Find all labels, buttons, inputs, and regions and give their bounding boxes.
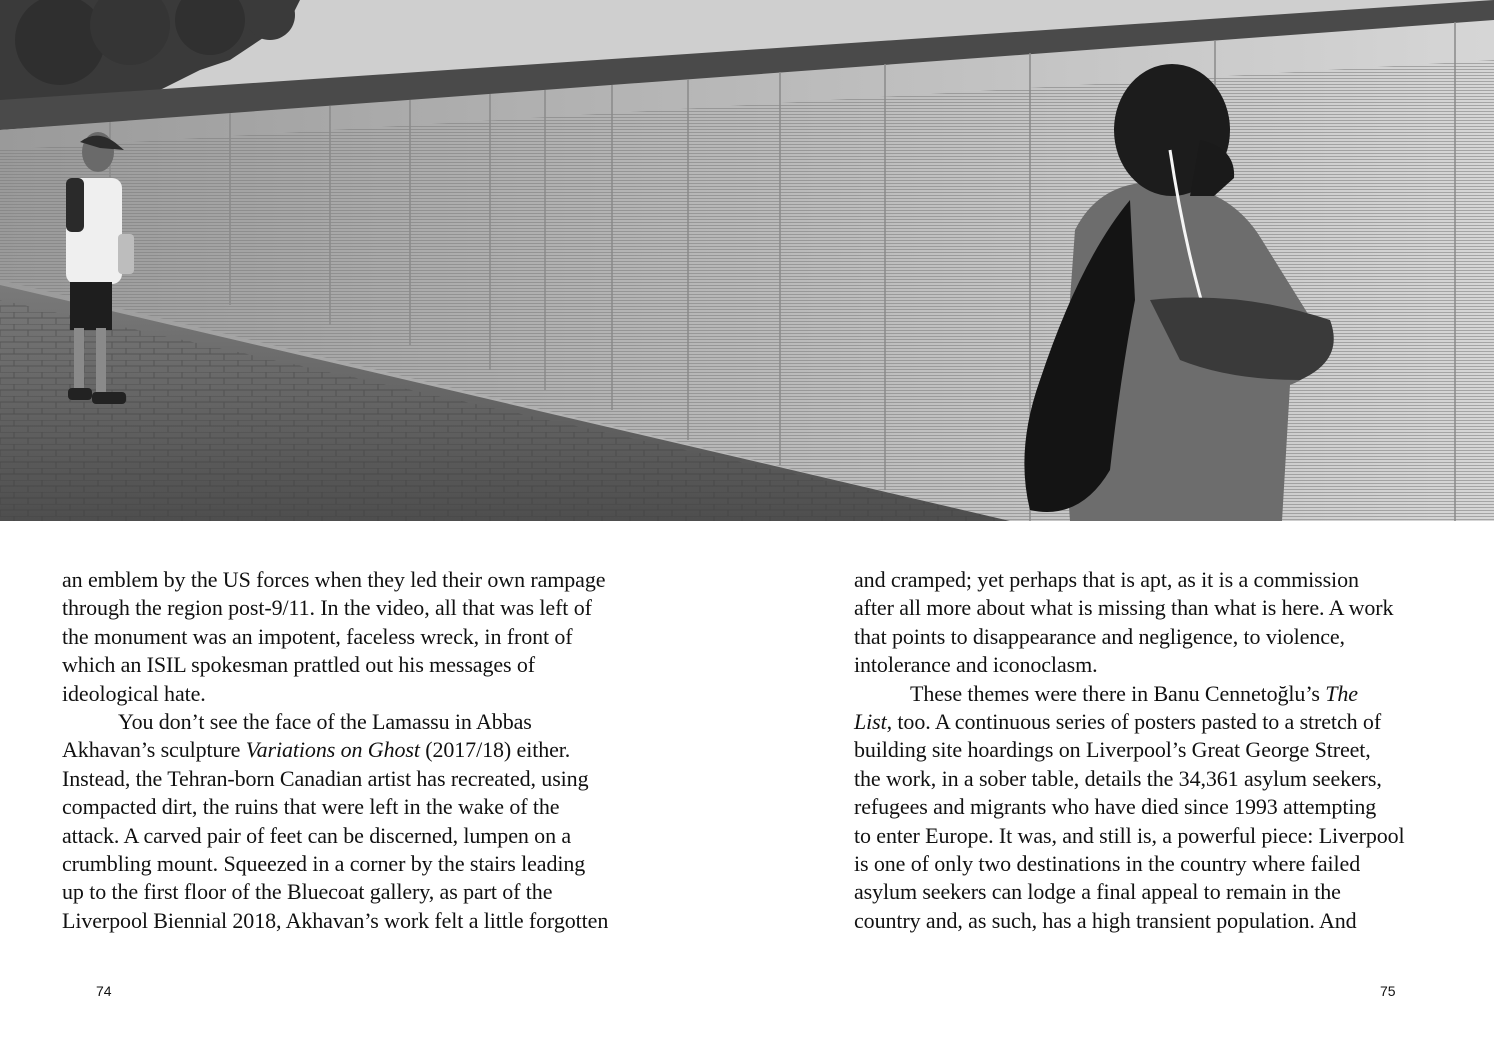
text-line: List, too. A continuous series of posters pasted to a stretch of [854, 709, 1382, 735]
text-line: intolerance and iconoclasm. [854, 652, 1098, 678]
text-line: the monument was an impotent, faceless wreck, in front of [62, 623, 573, 649]
text-line: Liverpool Biennial 2018, Akhavan’s work felt a little forgotten [62, 907, 609, 933]
text-line: to enter Europe. It was, and still is, a powerful piece: Liverpool [854, 822, 1405, 848]
text-line: compacted dirt, the ruins that were left in the wake of the [62, 794, 560, 820]
page-number-left: 74 [96, 983, 112, 999]
text-line: crumbling mount. Squeezed in a corner by the stairs leading [62, 851, 586, 877]
text-line: an emblem by the US forces when they led their own rampage [62, 567, 606, 592]
text-line: after all more about what is missing than what is here. A work [854, 595, 1394, 621]
text-line: These themes were there in Banu Cennetoğlu’s The [910, 680, 1358, 706]
artwork-title: The [1325, 680, 1358, 706]
text-line: which an ISIL spokesman prattled out his messages of [62, 652, 535, 678]
text-line: Akhavan’s sculpture Variations on Ghost (2017/18) either. [62, 737, 571, 763]
text-line: ideological hate. [62, 680, 206, 706]
text-line: country and, as such, has a high transient population. And [854, 907, 1357, 933]
artwork-title: List [854, 709, 887, 735]
text-line: You don’t see the face of the Lamassu in Abbas [118, 709, 532, 735]
right-page-text [854, 566, 1454, 935]
text-line: and cramped; yet perhaps that is apt, as it is a commission [854, 567, 1359, 592]
text-line: is one of only two destinations in the country where failed [854, 851, 1361, 877]
text-line: the work, in a sober table, details the 34,361 asylum seekers, [854, 765, 1382, 791]
left-page-text [62, 566, 662, 935]
artwork-title: Variations on Ghost [245, 737, 420, 763]
text-line: that points to disappearance and negligence, to violence, [854, 623, 1345, 649]
text-line: building site hoardings on Liverpool’s Great George Street, [854, 737, 1371, 763]
text-line: Instead, the Tehran-born Canadian artist has recreated, using [62, 765, 589, 791]
page-number-right: 75 [1380, 983, 1396, 999]
text-line: refugees and migrants who have died since 1993 attempting [854, 794, 1377, 820]
text-line: up to the first floor of the Bluecoat gallery, as part of the [62, 879, 553, 905]
text-line: attack. A carved pair of feet can be discerned, lumpen on a [62, 822, 572, 848]
text-line: asylum seekers can lodge a final appeal to remain in the [854, 879, 1341, 905]
text-line: through the region post-9/11. In the video, all that was left of [62, 595, 592, 621]
